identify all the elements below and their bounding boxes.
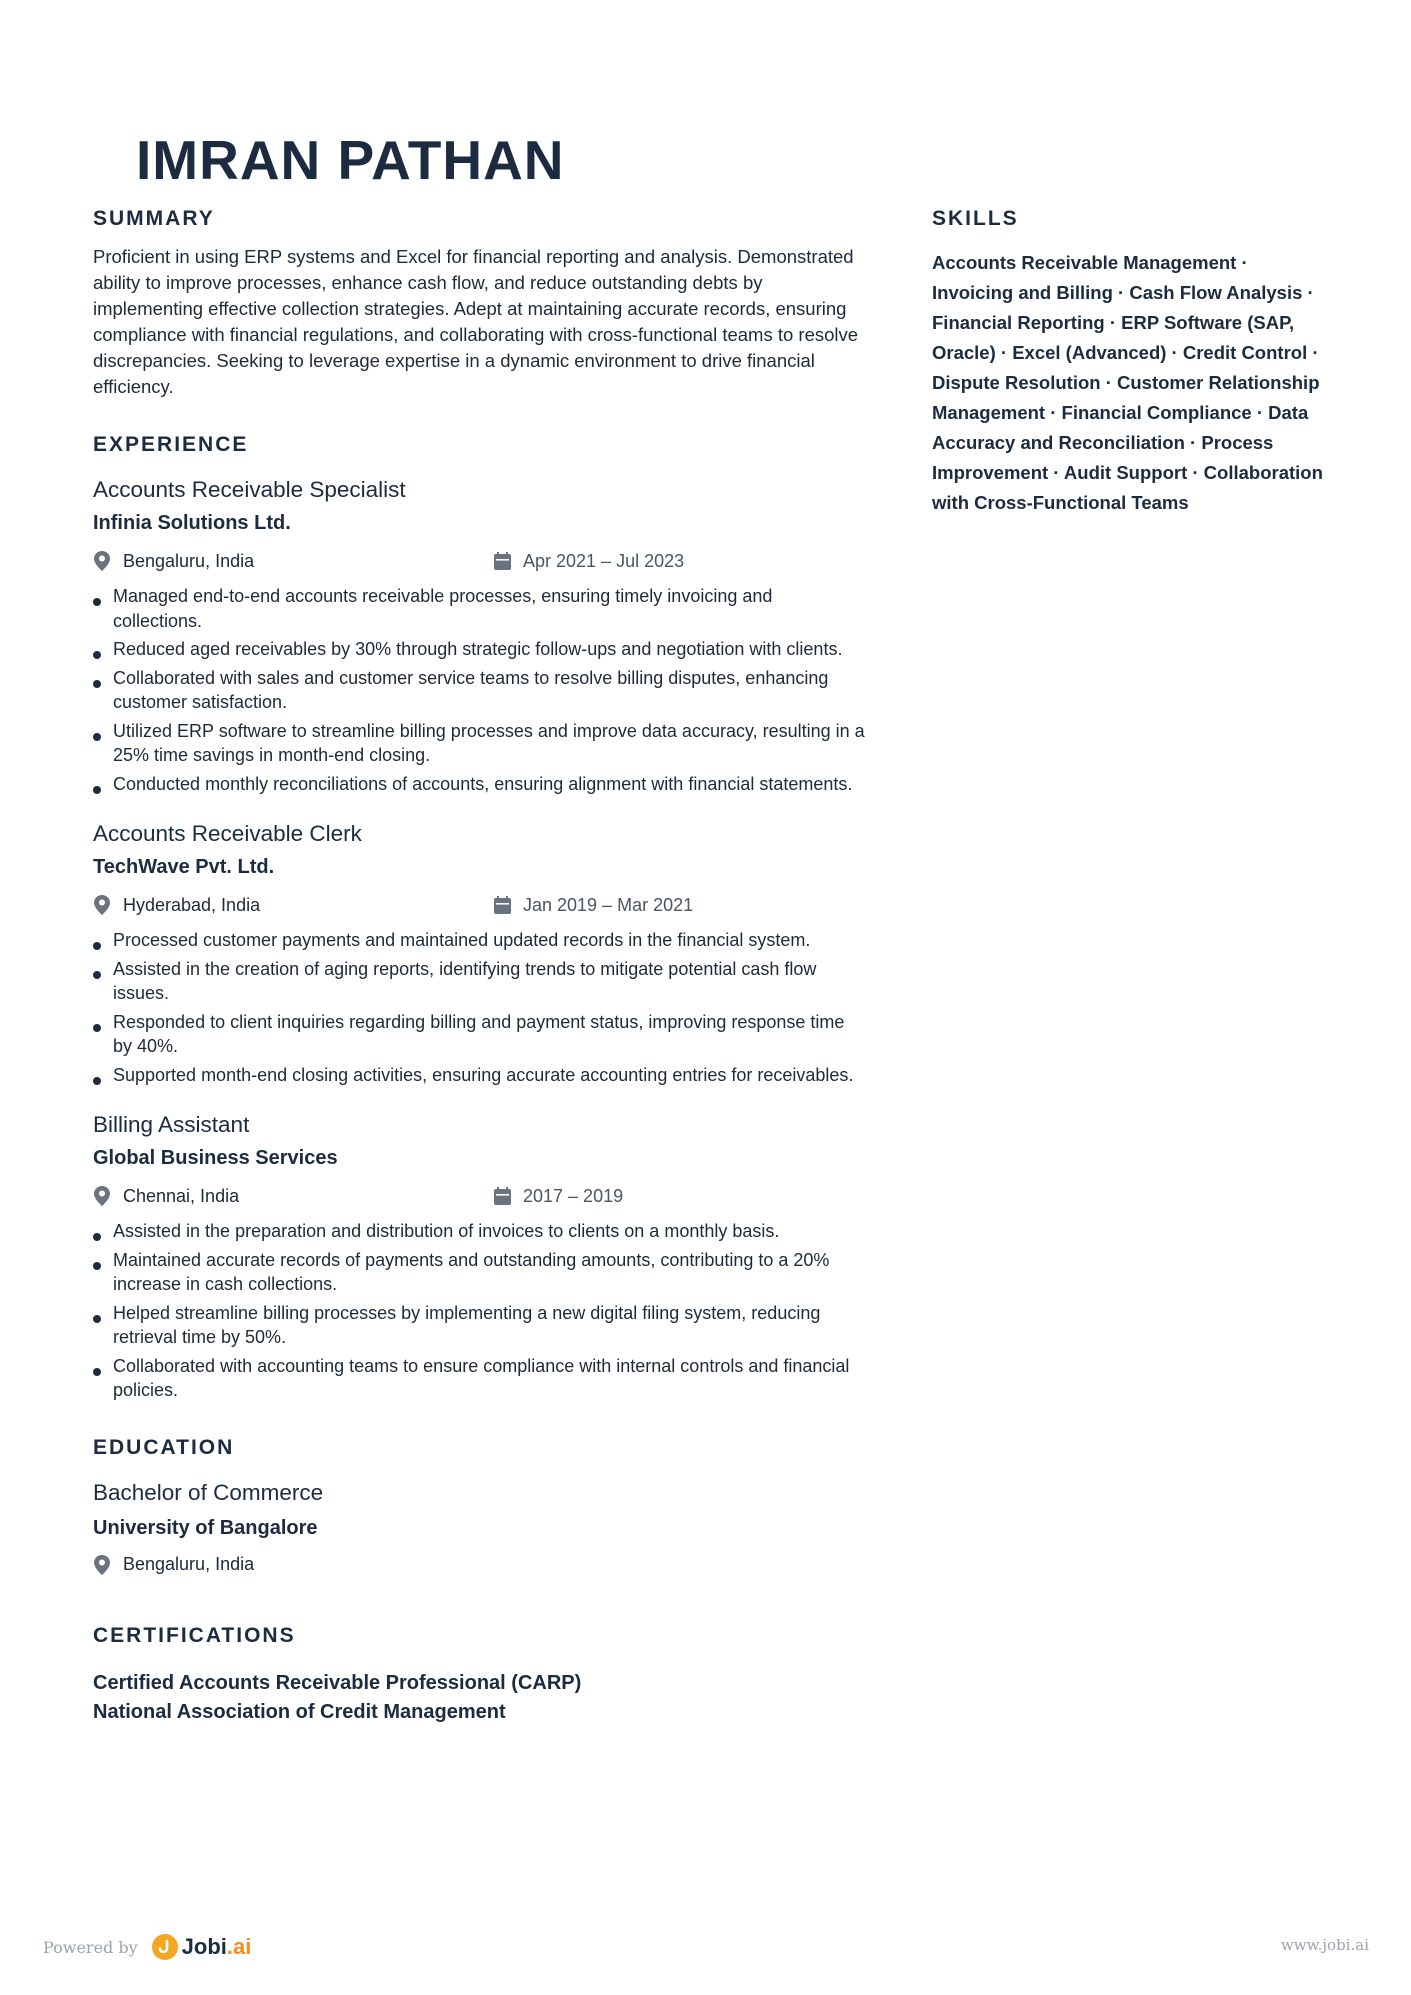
skills-section [932, 204, 1332, 518]
job-dates [493, 1185, 623, 1207]
powered-by-footer [43, 1934, 251, 1960]
job-title: Accounts Receivable Specialist [93, 477, 406, 502]
bullet-item: Processed customer payments and maintained updated records in the financial system. [93, 928, 865, 953]
job-location-text: Hyderabad, India [123, 894, 261, 915]
education-location [93, 1551, 865, 1579]
job-dates [493, 550, 684, 572]
job-bullets [93, 928, 865, 1087]
jobi-logo-text: Jobi.ai [181, 1934, 252, 1959]
job-company: Infinia Solutions Ltd. [93, 512, 291, 534]
job-dates-text: Jan 2019 – Mar 2021 [523, 894, 694, 915]
jobi-logo-icon [152, 1934, 178, 1960]
job-bullets [93, 584, 865, 796]
powered-by-label: Powered by [43, 1937, 138, 1957]
summary-section [93, 204, 865, 400]
candidate-name: IMRAN PATHAN [136, 129, 565, 191]
bullet-item: Conducted monthly reconciliations of accounts, ensuring alignment with financial statements. [93, 772, 865, 797]
location-pin-icon [93, 894, 111, 916]
bullet-item: Helped streamline billing processes by implementing a new digital filing system, reducing retrieval time by 50%. [93, 1301, 865, 1350]
education-school: University of Bangalore [93, 1516, 318, 1539]
job-company: Global Business Services [93, 1147, 338, 1169]
bullet-item: Assisted in the preparation and distribution of invoices to clients on a monthly basis. [93, 1219, 865, 1244]
job-entry [93, 1109, 865, 1403]
bullet-item: Responded to client inquiries regarding billing and payment status, improving response time by 40%. [93, 1010, 865, 1059]
job-dates-text: Apr 2021 – Jul 2023 [523, 550, 685, 571]
education-location-text: Bengaluru, India [123, 1554, 255, 1574]
certifications-list [93, 1669, 865, 1727]
job-entry [93, 474, 865, 796]
job-entry [93, 818, 865, 1087]
education-heading: EDUCATION [93, 1435, 235, 1459]
website-link[interactable]: www.jobi.ai [1280, 1936, 1369, 1954]
job-bullets [93, 1219, 865, 1403]
job-dates-text: 2017 – 2019 [523, 1185, 624, 1206]
job-title: Billing Assistant [93, 1112, 250, 1137]
job-title: Accounts Receivable Clerk [93, 821, 362, 846]
certifications-section [93, 1621, 865, 1727]
job-meta [93, 1185, 865, 1213]
bullet-item: Collaborated with accounting teams to ensure compliance with internal controls and financial policies. [93, 1354, 865, 1403]
certification-item: Certified Accounts Receivable Professional (CARP) [93, 1671, 582, 1694]
job-dates [493, 894, 693, 916]
certification-item: National Association of Credit Management [93, 1700, 506, 1723]
calendar-icon [493, 550, 511, 572]
summary-text: Proficient in using ERP systems and Excel for financial reporting and analysis. Demonstrated ability to improve processes, enhance cash flow, and reduce outstanding debts by implementing effective collection strategies. Adept at maintaining accurate records, ensuring compliance with financial regulations, and collaborating with cross-functional teams to resolve discrepancies. Seeking to leverage expertise in a dynamic environment to drive financial efficiency. [93, 246, 859, 397]
education-section [93, 1433, 865, 1579]
job-location-text: Bengaluru, India [123, 550, 255, 571]
experience-heading: EXPERIENCE [93, 433, 249, 456]
location-pin-icon [93, 1554, 111, 1576]
summary-heading: SUMMARY [93, 207, 215, 230]
bullet-item: Assisted in the creation of aging reports, identifying trends to mitigate potential cash flow issues. [93, 957, 865, 1006]
job-meta [93, 550, 865, 578]
main-column [93, 204, 865, 1727]
bullet-item: Supported month-end closing activities, ensuring accurate accounting entries for receivables. [93, 1063, 865, 1088]
job-meta [93, 894, 865, 922]
education-degree: Bachelor of Commerce [93, 1479, 324, 1505]
bullet-item: Maintained accurate records of payments and outstanding amounts, contributing to a 20% increase in cash collections. [93, 1248, 865, 1297]
calendar-icon [493, 1185, 511, 1207]
job-location [93, 550, 254, 572]
bullet-item: Collaborated with sales and customer service teams to resolve billing disputes, enhancing customer satisfaction. [93, 666, 865, 715]
experience-section [93, 430, 865, 1403]
location-pin-icon [93, 1185, 111, 1207]
job-location [93, 894, 260, 916]
location-pin-icon [93, 550, 111, 572]
skills-heading: SKILLS [932, 207, 1019, 230]
jobi-logo[interactable] [152, 1934, 252, 1960]
bullet-item: Managed end-to-end accounts receivable processes, ensuring timely invoicing and collections. [93, 584, 865, 633]
bullet-item: Utilized ERP software to streamline billing processes and improve data accuracy, resulting in a 25% time savings in month-end closing. [93, 719, 865, 768]
bullet-item: Reduced aged receivables by 30% through strategic follow-ups and negotiation with clients. [93, 637, 865, 662]
job-company: TechWave Pvt. Ltd. [93, 856, 275, 878]
job-location-text: Chennai, India [123, 1185, 240, 1206]
side-column [932, 204, 1332, 518]
calendar-icon [493, 894, 511, 916]
skills-list: Accounts Receivable Management · Invoicing and Billing · Cash Flow Analysis · Financial Reporting · ERP Software (SAP, Oracle) · Excel (Advanced) · Credit Control · Dispute Resolution · Customer Relationship Management · Financial Compliance · Data Accuracy and Reconciliation · Process Improvement · Audit Support · Collaboration with Cross-Functional Teams [932, 252, 1323, 513]
job-location [93, 1185, 239, 1207]
certifications-heading: CERTIFICATIONS [93, 1623, 296, 1647]
